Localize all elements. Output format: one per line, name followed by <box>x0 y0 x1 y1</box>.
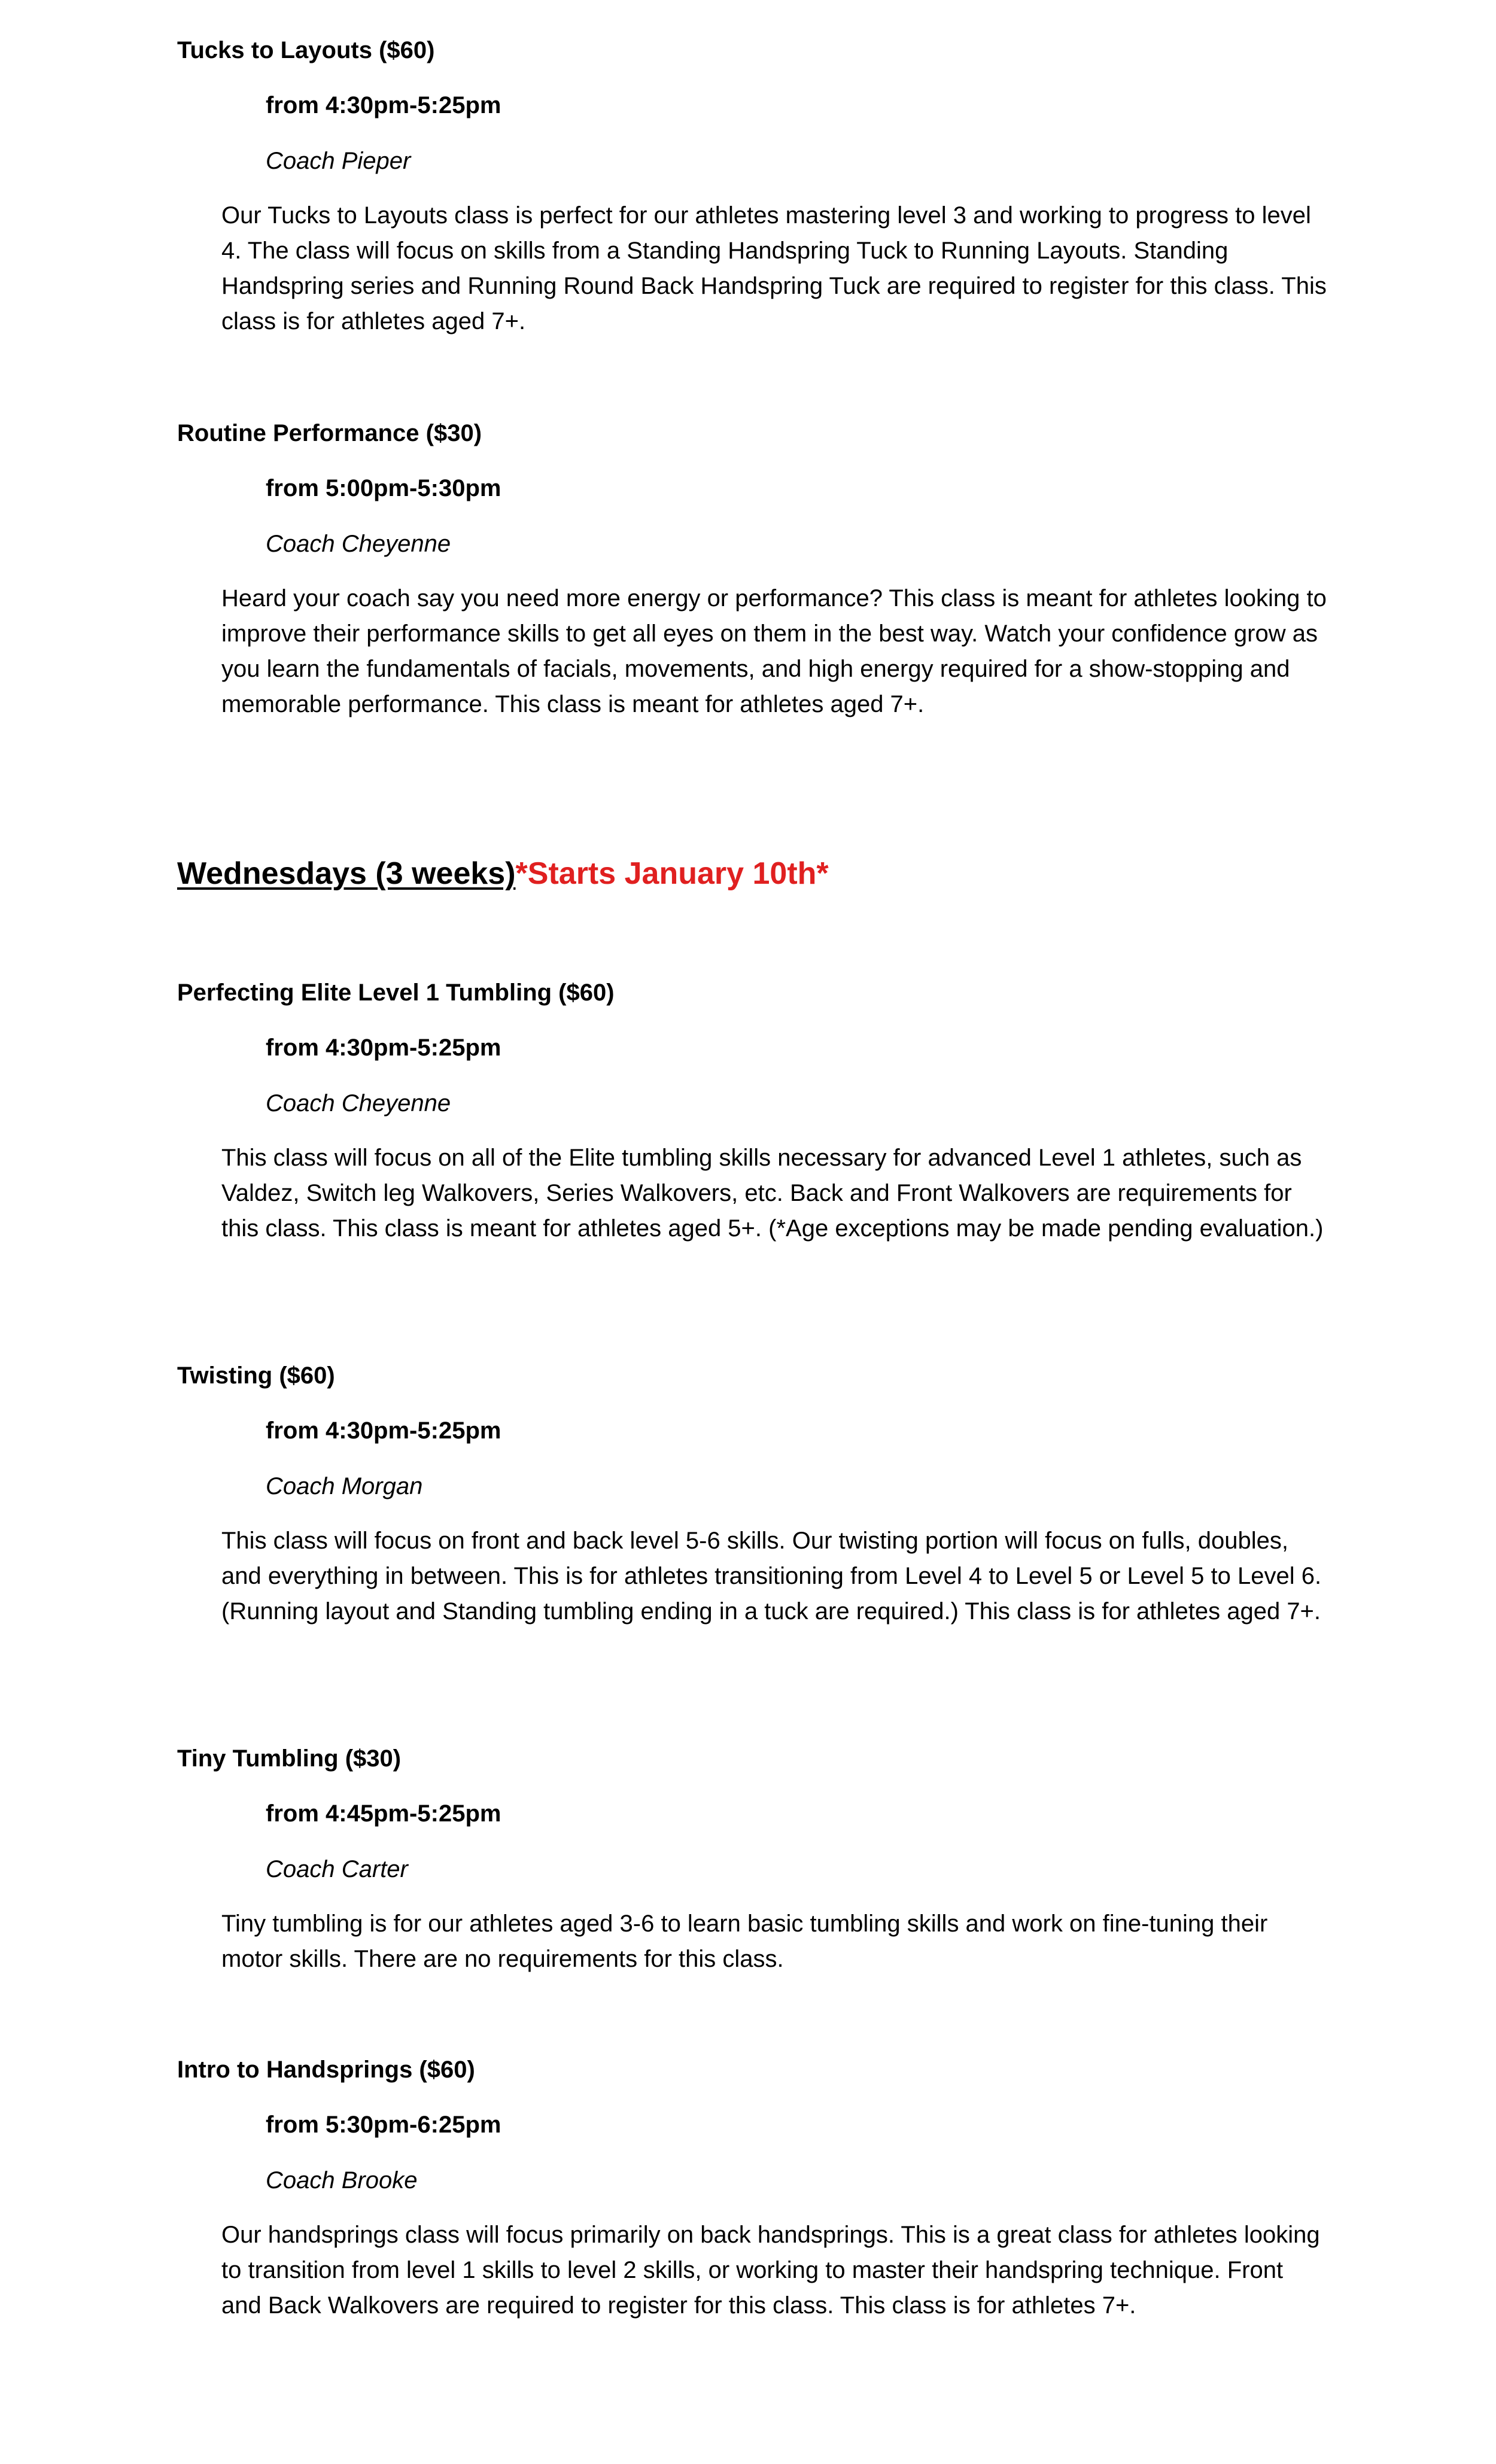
day-heading-label: Wednesdays (3 weeks) <box>177 856 516 891</box>
class-title: Perfecting Elite Level 1 Tumbling ($60) <box>177 979 615 1006</box>
class-coach: Coach Morgan <box>266 1473 423 1499</box>
class-time: from 5:30pm-6:25pm <box>266 2112 501 2138</box>
class-title: Tiny Tumbling ($30) <box>177 1745 402 1772</box>
day-heading <box>177 855 829 892</box>
class-description: This class will focus on front and back level 5-6 skills. Our twisting portion will focus on fulls, doubles, and everything in between. This is for athletes transitioning from Level 4 to Level 5 or Level 5 to Level 6. (Running layout and Standing tumbling ending in a tuck are required.) This class is for athletes aged 7+. <box>221 1528 1322 1625</box>
class-description: Heard your coach say you need more energy or performance? This class is meant for athletes looking to improve their performance skills to get all eyes on them in the best way. Watch your confidence grow as you learn the fundamentals of facials, movements, and high energy required for a show-stopping and memorable performance. This class is meant for athletes aged 7+. <box>221 585 1327 717</box>
class-description: This class will focus on all of the Elite tumbling skills necessary for advanced Level 1 athletes, such as Valdez, Switch leg Walkovers, Series Walkovers, etc. Back and Front Walkovers are requirements for this class. This class is meant for athletes aged 5+. (*Age exceptions may be made pending evaluation.) <box>221 1145 1324 1242</box>
class-title: Tucks to Layouts ($60) <box>177 37 435 63</box>
class-coach: Coach Carter <box>266 1856 408 1882</box>
class-coach: Coach Cheyenne <box>266 1090 451 1117</box>
class-time: from 4:45pm-5:25pm <box>266 1800 501 1827</box>
class-title: Intro to Handsprings ($60) <box>177 2057 475 2083</box>
class-title: Routine Performance ($30) <box>177 420 482 446</box>
class-description: Our Tucks to Layouts class is perfect for our athletes mastering level 3 and working to progress to level 4. The class will focus on skills from a Standing Handspring Tuck to Running Layouts. Standing Handspring series and Running Round Back Handspring Tuck are required to register for this class. This class is for athletes aged 7+. <box>221 202 1327 334</box>
class-coach: Coach Brooke <box>266 2167 418 2194</box>
class-title: Twisting ($60) <box>177 1362 335 1389</box>
class-coach: Coach Pieper <box>266 148 411 174</box>
class-time: from 4:30pm-5:25pm <box>266 1417 501 1444</box>
class-time: from 4:30pm-5:25pm <box>266 1035 501 1061</box>
day-heading-start-note: *Starts January 10th* <box>515 856 829 891</box>
class-coach: Coach Cheyenne <box>266 531 451 557</box>
class-description: Tiny tumbling is for our athletes aged 3-6 to learn basic tumbling skills and work on fine-tuning their motor skills. There are no requirements for this class. <box>221 1911 1268 1972</box>
class-time: from 4:30pm-5:25pm <box>266 92 501 118</box>
class-description: Our handsprings class will focus primarily on back handsprings. This is a great class for athletes looking to transition from level 1 skills to level 2 skills, or working to master their handspring technique. Front and Back Walkovers are required to register for this class. This class is for athletes 7+. <box>221 2222 1320 2319</box>
class-time: from 5:00pm-5:30pm <box>266 475 501 501</box>
